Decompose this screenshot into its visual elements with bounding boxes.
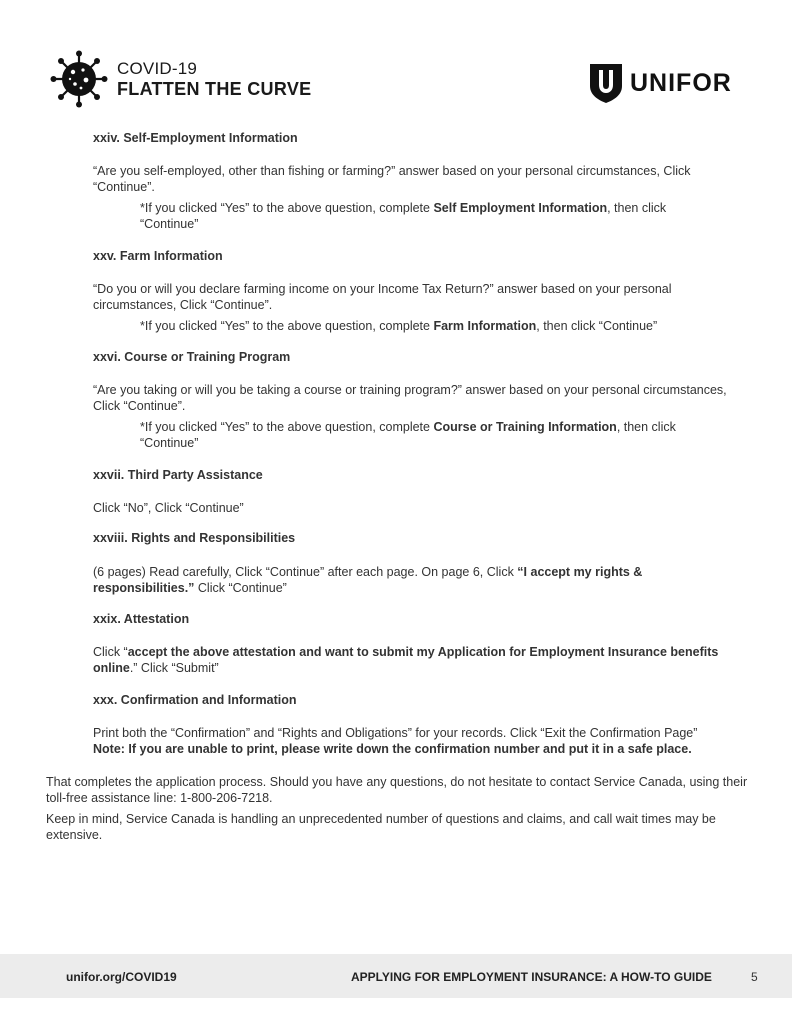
- section-question: “Are you self-employed, other than fishing or farming?” answer based on your personal circumstances, Click “Continue”.: [93, 164, 691, 194]
- section-question: “Are you taking or will you be taking a course or training program?” answer based on your personal circumstances, Click “Continue”.: [93, 383, 727, 413]
- virus-icon: [50, 50, 108, 108]
- page-footer: [0, 954, 792, 998]
- section-text: Print both the “Confirmation” and “Rights and Obligations” for your records. Click “Exit the Confirmation Page”: [93, 726, 698, 740]
- unifor-shield-icon: [588, 62, 624, 104]
- section-note: *If you clicked “Yes” to the above question, complete Farm Information, then click “Continue”: [140, 319, 658, 333]
- section-heading: xxvii. Third Party Assistance: [93, 468, 263, 482]
- brand-line-covid: COVID-19: [117, 59, 198, 78]
- closing-paragraph: That completes the application process. Should you have any questions, do not hesitate to contact Service Canada, using their toll-free assistance line: 1-800-206-7218.: [46, 775, 748, 805]
- section-heading: xxx. Confirmation and Information: [93, 693, 297, 707]
- page-number: 5: [751, 970, 758, 984]
- section-note: *If you clicked “Yes” to the above question, complete Course or Training Information, then click “Continue”: [140, 420, 676, 450]
- footer-url-link[interactable]: unifor.org/COVID19: [66, 970, 177, 984]
- section-heading: xxv. Farm Information: [93, 249, 223, 263]
- brand-line-flatten: FLATTEN THE CURVE: [117, 79, 312, 99]
- section-text: Click “No”, Click “Continue”: [93, 501, 244, 515]
- unifor-wordmark: UNIFOR: [630, 68, 732, 97]
- section-heading: xxix. Attestation: [93, 612, 190, 626]
- section-heading: xxviii. Rights and Responsibilities: [93, 531, 296, 545]
- section-heading: xxiv. Self-Employment Information: [93, 131, 298, 145]
- page-header: [0, 0, 792, 120]
- section-note: Note: If you are unable to print, please write down the confirmation number and put it in a safe place.: [93, 742, 692, 756]
- unifor-logo: [588, 62, 732, 104]
- section-heading: xxvi. Course or Training Program: [93, 350, 291, 364]
- footer-guide-title: APPLYING FOR EMPLOYMENT INSURANCE: A HOW-TO GUIDE: [351, 970, 712, 984]
- section-note: *If you clicked “Yes” to the above question, complete Self Employment Information, then click “Continue”: [140, 201, 667, 231]
- closing-paragraph: Keep in mind, Service Canada is handling an unprecedented number of questions and claims, and call wait times may be extensive.: [46, 812, 716, 842]
- section-question: “Do you or will you declare farming income on your Income Tax Return?” answer based on your personal circumstances, Click “Continue”.: [93, 282, 672, 312]
- covid-brand: [50, 50, 311, 108]
- section-text: (6 pages) Read carefully, Click “Continue” after each page. On page 6, Click “I accept my rights & responsibilities.” Click “Continue”: [93, 565, 643, 595]
- section-text: Click “accept the above attestation and want to submit my Application for Employment Insurance benefits online.” Click “Submit”: [93, 645, 719, 675]
